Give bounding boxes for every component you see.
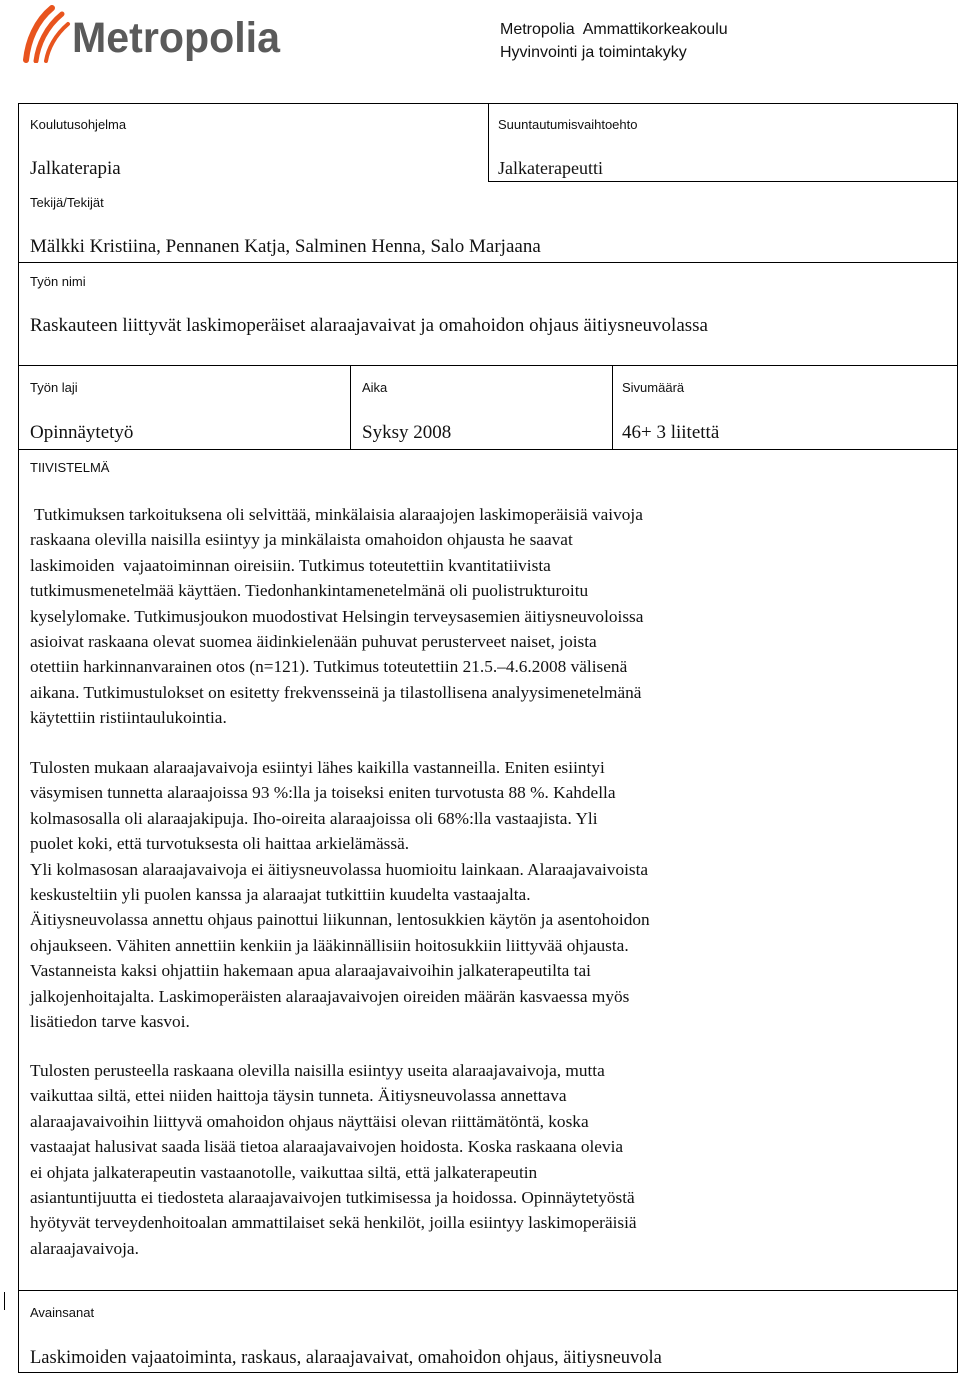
logo-mark-icon: [26, 8, 68, 61]
keywords-label: Avainsanat: [30, 1305, 95, 1320]
text-line: raskaana olevilla naisilla esiintyy ja minkälaista omahoidon ohjausta he saavat: [30, 530, 573, 550]
text-line: ohjaukseen. Vähiten annettiin kenkiin ja lääkinnällisiin hoitosukkiin liittyvää ohjausta.: [30, 935, 629, 955]
text-line: asioivat raskaana olevat suomea äidinkielenään puhuvat perusterveet naiset, joista: [30, 632, 597, 652]
program-value: Jalkaterapia: [30, 158, 121, 179]
divider: [488, 103, 489, 182]
institution-department: Hyvinvointi ja toimintakyky: [500, 44, 687, 61]
authors-value: Mälkki Kristiina, Pennanen Katja, Salminen Henna, Salo Marjaana: [30, 236, 541, 257]
text-line: asiantuntijuutta ei tiedosteta alaraajavaivojen tutkimisessa ja hoidossa. Opinnäytetyöstä: [30, 1188, 635, 1208]
text-line: ei ohjata jalkaterapeutin vastaanotolle, vaikuttaa siltä, että jalkaterapeutin: [30, 1162, 538, 1182]
text-line: Tulosten perusteella raskaana olevilla naisilla esiintyy useita alaraajavaivoja, mutta: [30, 1061, 605, 1080]
abstract-label: TIIVISTELMÄ: [30, 460, 110, 475]
metropolia-logo: [22, 5, 284, 63]
thesis-title: Raskauteen liittyvät laskimoperäiset alaraajavaivat ja omahoidon ohjaus äitiysneuvolassa: [30, 315, 708, 336]
text-line: lisätiedon tarve kasvoi.: [30, 1012, 190, 1032]
text-line: Äitiysneuvolassa annettu ohjaus painottui liikunnan, lentosukkien käytön ja asentohoidon: [30, 910, 650, 930]
text-line: vastaajat halusivat saada lisää tietoa alaraajavaivojen hoidosta. Koska raskaana olevia: [30, 1137, 624, 1157]
text-line: vaikuttaa siltä, ettei niiden haittoja täysin tunneta. Äitiysneuvolassa annettava: [30, 1086, 567, 1106]
text-line: puolet koki, että turvotuksesta oli haittaa arkielämässä.: [30, 834, 410, 854]
text-line: hyötyvät terveydenhoitoalan ammattilaiset sekä henkilöt, joilla esiintyy laskimoperäisiä: [30, 1213, 637, 1233]
text-line: keskusteltiin yli puolen kanssa ja alaraajat tutkittiin kuudelta vastaajalta.: [30, 885, 531, 905]
orientation-label: Suuntautumisvaihtoehto: [498, 117, 638, 132]
text-line: väsymisen tunnetta alaraajoissa 93 %:lla ja toiseksi eniten turvotusta 88 %. Kahdella: [30, 783, 616, 803]
program-label: Koulutusohjelma: [30, 117, 127, 132]
text-line: aikana. Tutkimustulokset on esitetty frekvensseinä ja tilastollisena analyysimenetelmänä: [30, 682, 642, 702]
authors-label: Tekijä/Tekijät: [30, 195, 104, 210]
text-line: alaraajavaivoihin liittyvä omahoidon ohjaus näyttäisi olevan riittämätöntä, koska: [30, 1111, 589, 1131]
abstract-paragraph-1: [30, 502, 830, 731]
text-line: Tulosten mukaan alaraajavaivoja esiintyi lähes kaikilla vastanneilla. Eniten esiintyi: [30, 758, 605, 777]
text-line: otettiin harkinnanvarainen otos (n=121). Tutkimus toteutettiin 21.5.–4.6.2008 välisenä: [30, 657, 628, 677]
text-line: kolmasosalla oli alaraajakipuja. Iho-oireita alaraajoissa oli 68%:lla vastaajista. Yli: [30, 808, 598, 828]
time-value: Syksy 2008: [362, 422, 452, 443]
title-label: Työn nimi: [30, 274, 86, 289]
text-line: Yli kolmasosan alaraajavaivoja ei äitiysneuvolassa huomioitu lainkaan. Alaraajavaivoista: [30, 859, 649, 879]
text-line: Tutkimuksen tarkoituksena oli selvittää, minkälaisia alaraajojen laskimoperäisiä vaivoja: [30, 505, 643, 524]
divider: [18, 449, 958, 450]
abstract-paragraph-2: [30, 755, 830, 1034]
divider: [612, 365, 613, 449]
institution-header: [500, 18, 728, 64]
divider: [350, 365, 351, 449]
keywords-value: Laskimoiden vajaatoiminta, raskaus, alaraajavaivat, omahoidon ohjaus, äitiysneuvola: [30, 1348, 662, 1368]
text-line: käytettiin ristiintaulukointia.: [30, 708, 227, 728]
time-label: Aika: [362, 380, 388, 395]
divider: [18, 1290, 958, 1291]
type-label: Työn laji: [30, 380, 78, 395]
orientation-value: Jalkaterapeutti: [498, 158, 603, 178]
divider: [488, 181, 958, 182]
logo-wordmark: Metropolia: [72, 14, 282, 62]
margin-mark: [4, 1292, 5, 1310]
text-line: kyselylomake. Tutkimusjoukon muodostivat Helsingin terveysasemien äitiysneuvoloissa: [30, 606, 644, 626]
text-line: tutkimusmenetelmää käyttäen. Tiedonhankintamenetelmänä oli puolistrukturoitu: [30, 581, 589, 601]
type-value: Opinnäytetyö: [30, 422, 134, 443]
pages-label: Sivumäärä: [622, 380, 685, 395]
pages-value: 46+ 3 liitettä: [622, 422, 720, 443]
text-line: jalkojenhoitajalta. Laskimoperäisten alaraajavaivojen oireiden määrän kasvaessa myös: [30, 986, 630, 1006]
text-line: laskimoiden vajaatoiminnan oireisiin. Tutkimus toteutettiin kvantitatiivista: [30, 555, 551, 575]
divider: [18, 365, 958, 366]
divider: [18, 262, 958, 263]
institution-name: Metropolia Ammattikorkeakoulu: [500, 21, 728, 38]
text-line: alaraajavaivoja.: [30, 1238, 139, 1258]
abstract-paragraph-3: [30, 1058, 830, 1261]
text-line: Vastanneista kaksi ohjattiin hakemaan apua alaraajavaivoihin jalkaterapeutilta tai: [30, 961, 591, 981]
